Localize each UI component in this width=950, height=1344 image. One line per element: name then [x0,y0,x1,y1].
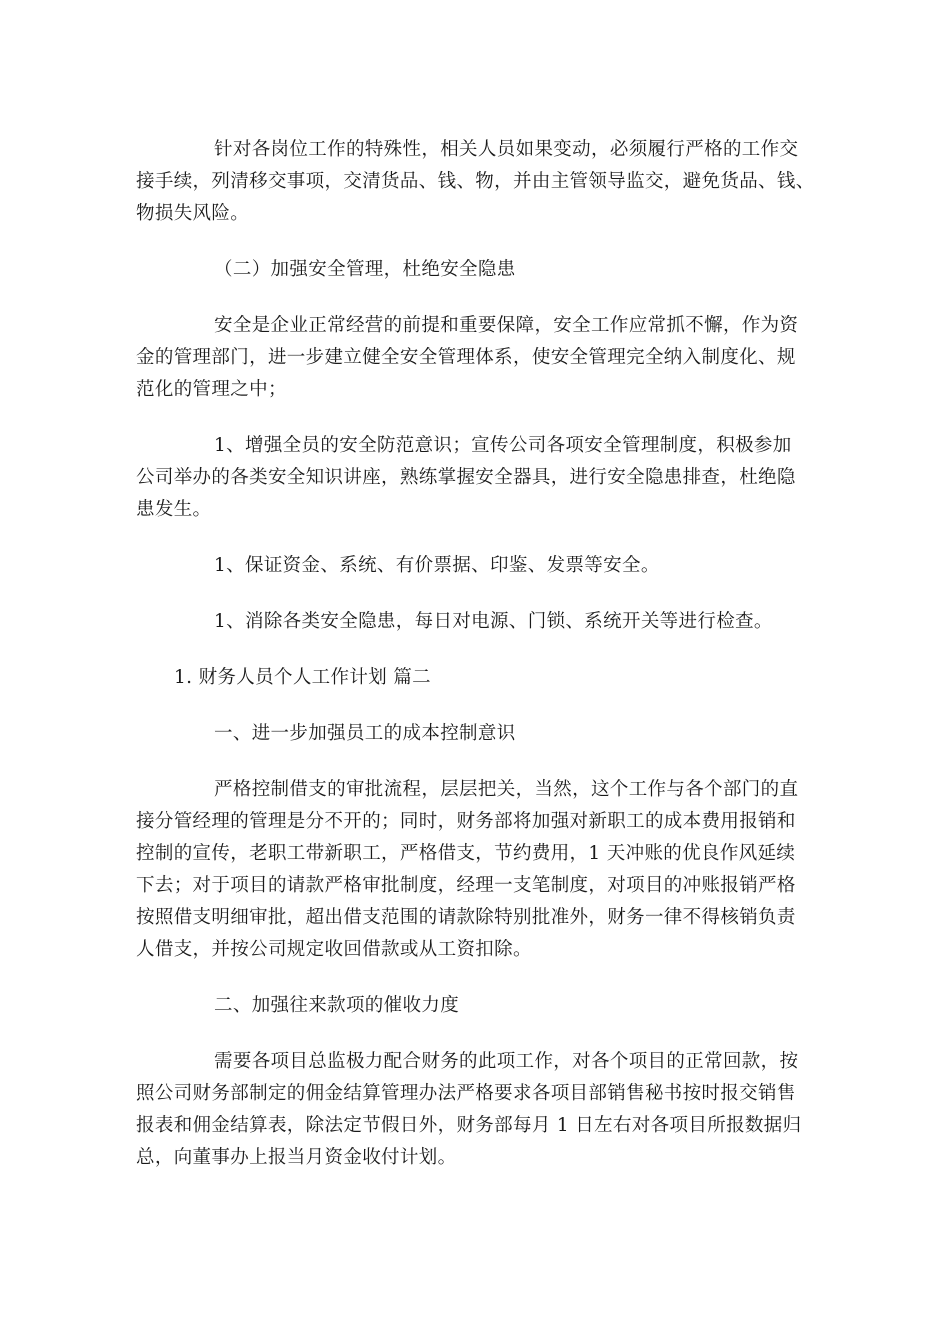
text-line: 人借支，并按公司规定收回借款或从工资扣除。 [136,939,532,960]
text-line: 公司举办的各类安全知识讲座，熟练掌握安全器具，进行安全隐患排查，杜绝隐 [136,467,796,488]
text-line: 需要各项目总监极力配合财务的此项工作，对各个项目的正常回款，按 [214,1051,799,1072]
text-line: 报表和佣金结算表，除法定节假日外，财务部每月 1 日左右对各项目所报数据归 [136,1115,802,1136]
part-heading: 1. 财务人员个人工作计划 篇二 [174,667,432,688]
text-line: 接分管经理的管理是分不开的；同时，财务部将加强对新职工的成本费用报销和 [136,811,796,832]
section-heading: 二、加强往来款项的催收力度 [214,995,460,1016]
text-line: 针对各岗位工作的特殊性，相关人员如果变动，必须履行严格的工作交 [214,139,799,160]
section-heading: 一、进一步加强员工的成本控制意识 [214,723,516,744]
text-line: 范化的管理之中； [136,379,287,400]
text-line: 严格控制借支的审批流程，层层把关，当然，这个工作与各个部门的直 [214,779,799,800]
text-line: 控制的宣传，老职工带新职工，严格借支，节约费用，1 天冲账的优良作风延续 [136,843,796,864]
text-line: 安全是企业正常经营的前提和重要保障，安全工作应常抓不懈，作为资 [214,315,799,336]
text-line: 金的管理部门，进一步建立健全安全管理体系，使安全管理完全纳入制度化、规 [136,347,796,368]
text-line: 下去；对于项目的请款严格审批制度，经理一支笔制度，对项目的冲账报销严格 [136,875,796,896]
text-line: 接手续，列清移交事项，交清货品、钱、物，并由主管领导监交，避免货品、钱、 [136,171,815,192]
list-item: 1、消除各类安全隐患，每日对电源、门锁、系统开关等进行检查。 [214,611,773,632]
list-item: 1、保证资金、系统、有价票据、印鉴、发票等安全。 [214,555,660,576]
text-line: 患发生。 [136,499,212,520]
text-line: 按照借支明细审批，超出借支范围的请款除特别批准外，财务一律不得核销负责 [136,907,796,928]
section-heading: （二）加强安全管理，杜绝安全隐患 [214,259,516,280]
text-line: 总，向董事办上报当月资金收付计划。 [136,1147,457,1168]
text-line: 照公司财务部制定的佣金结算管理办法严格要求各项目部销售秘书按时报交销售 [136,1083,796,1104]
list-item: 1、增强全员的安全防范意识；宣传公司各项安全管理制度，积极参加 [214,435,792,456]
text-line: 物损失风险。 [136,203,250,224]
